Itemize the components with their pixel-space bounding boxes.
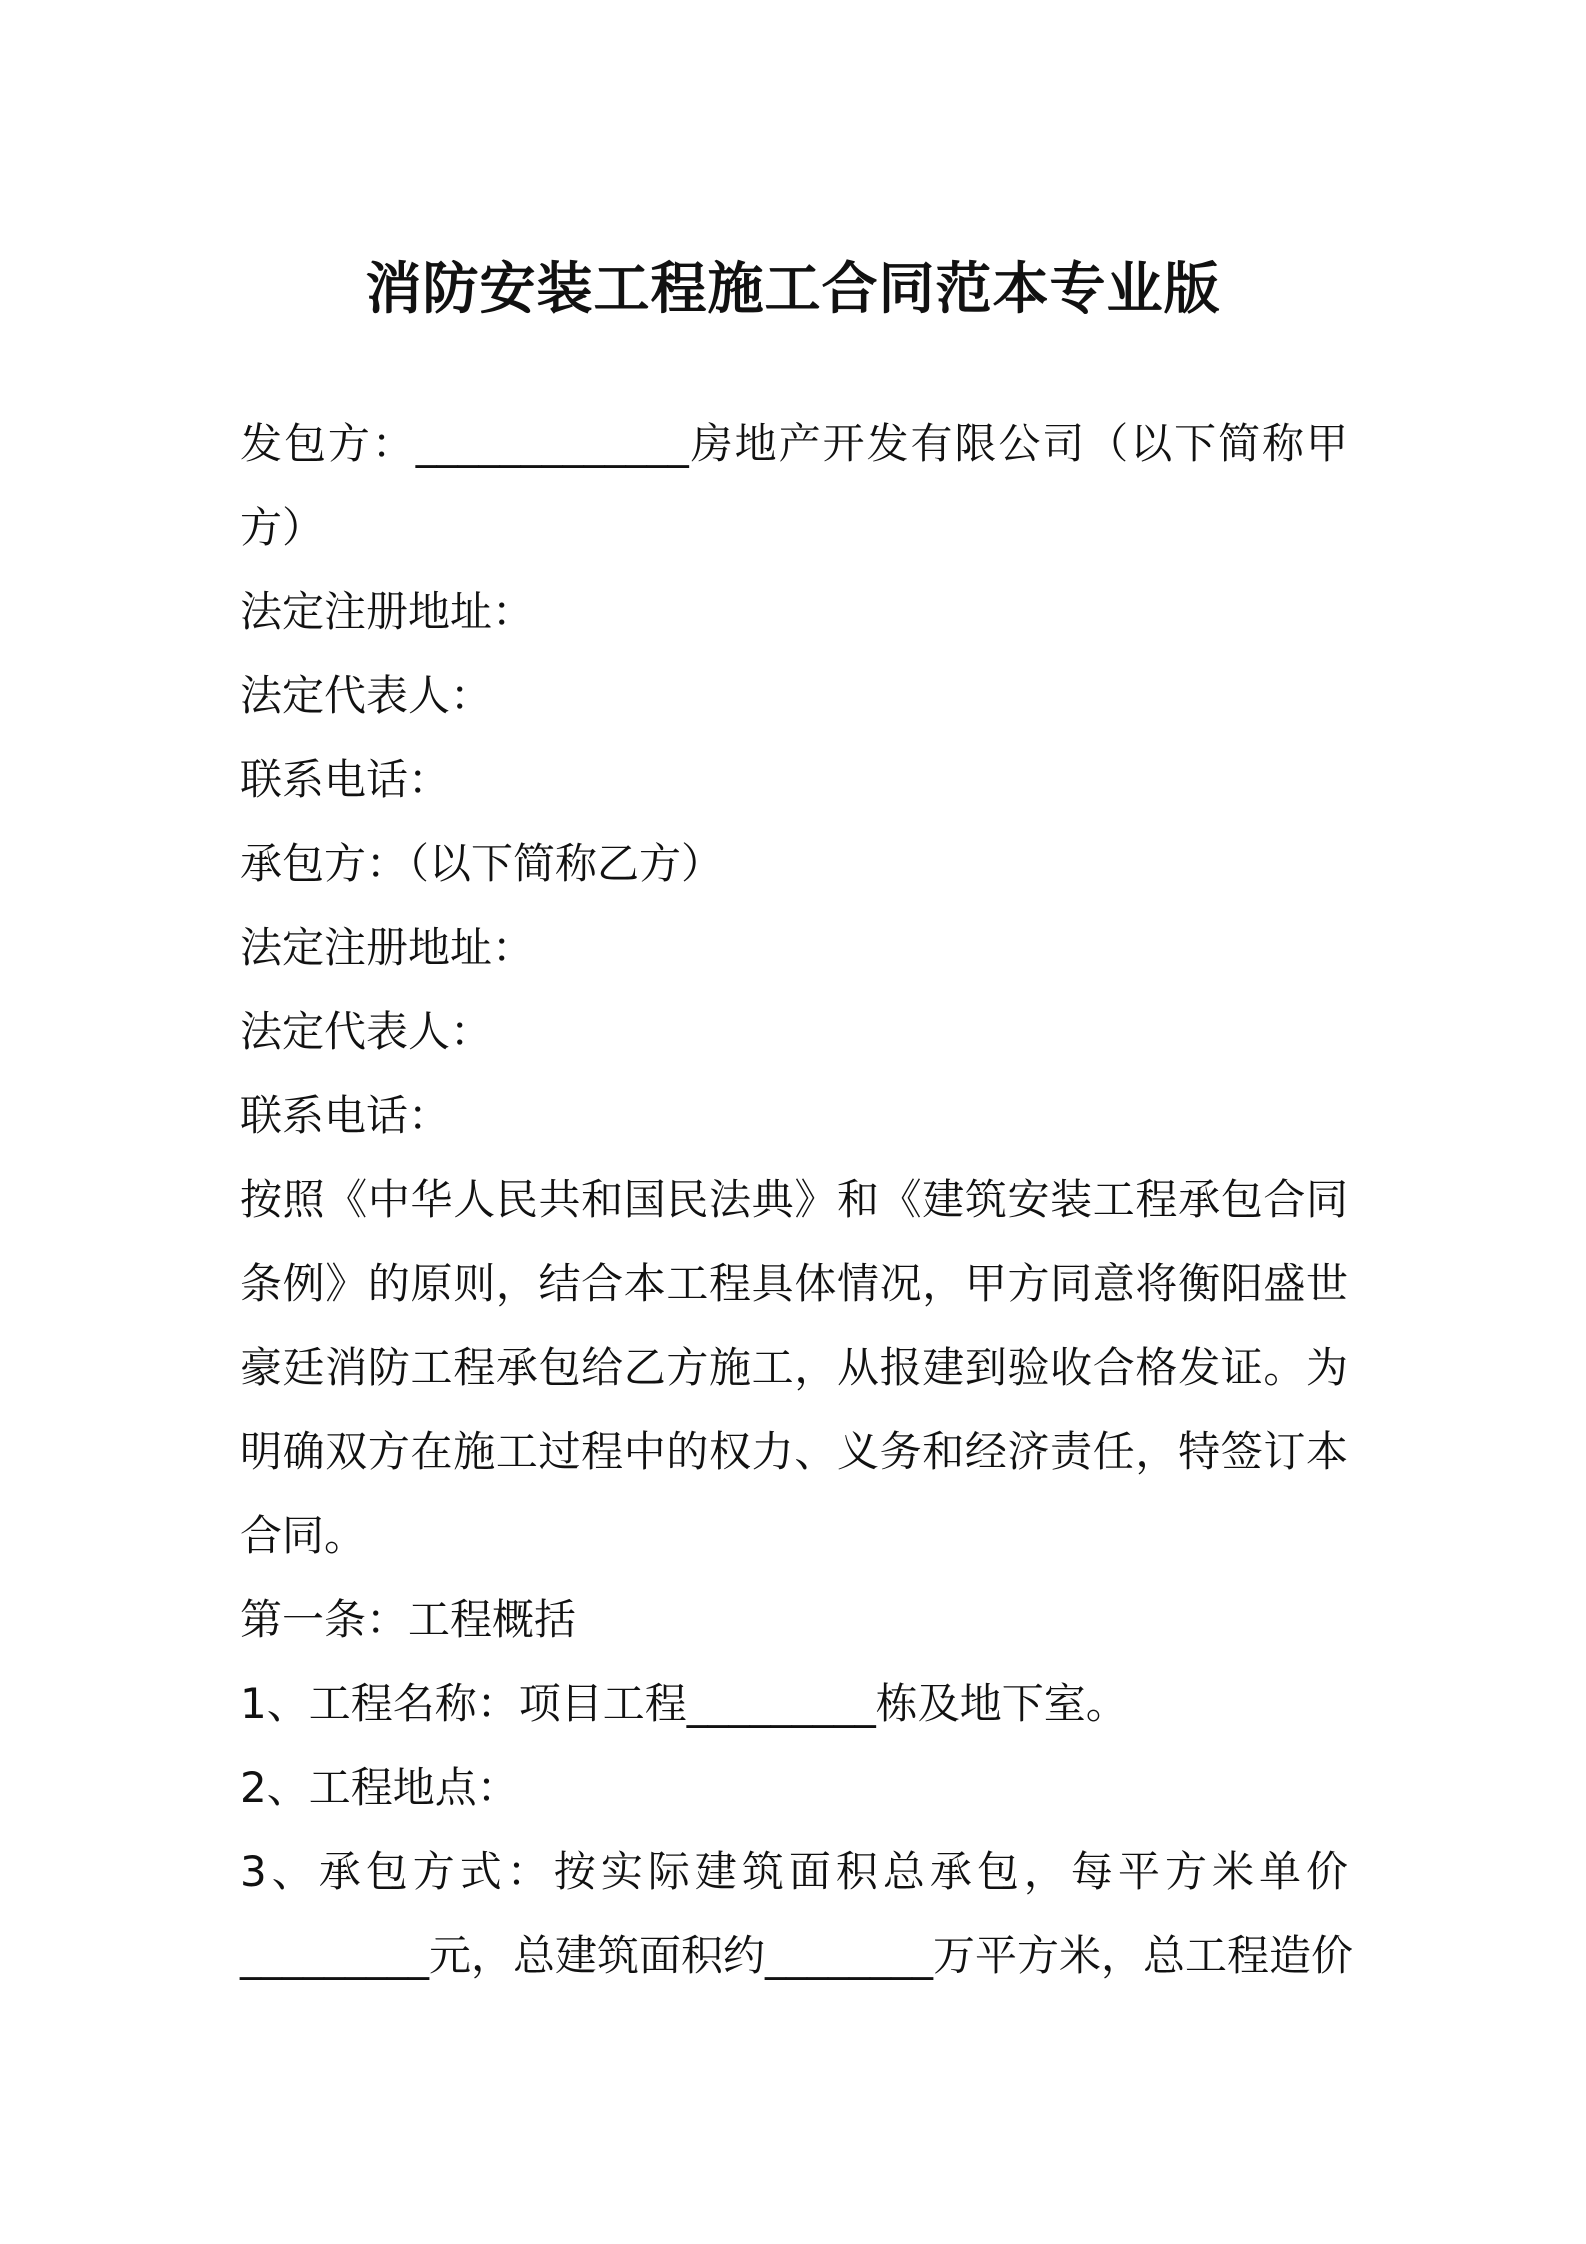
preamble-line-2: 条例》的原则，结合本工程具体情况，甲方同意将衡阳盛世 xyxy=(240,1259,1348,1308)
party-a-phone: 联系电话： xyxy=(240,755,451,804)
party-b-representative: 法定代表人： xyxy=(240,1007,493,1056)
article-1-heading: 第一条：工程概括 xyxy=(240,1595,577,1644)
preamble-line-3: 豪廷消防工程承包给乙方施工，从报建到验收合格发证。为 xyxy=(240,1343,1348,1392)
preamble-line-1: 按照《中华人民共和国民法典》和《建筑安装工程承包合同 xyxy=(240,1175,1348,1224)
document-title: 消防安装工程施工合同范本专业版 xyxy=(365,257,1221,322)
article-1-item-2: 2、工程地点： xyxy=(240,1763,519,1812)
preamble-line-5: 合同。 xyxy=(240,1511,367,1560)
party-b-line: 承包方：（以下简称乙方） xyxy=(240,839,724,888)
article-1-item-3-cont: _________元，总建筑面积约________万平方米，总工程造价 xyxy=(240,1931,1354,1980)
party-a-line-cont: 方） xyxy=(240,503,325,552)
party-a-address: 法定注册地址： xyxy=(240,587,535,636)
party-a-line: 发包方：_____________房地产开发有限公司（以下简称甲 xyxy=(240,419,1348,468)
article-1-item-3: 3、承包方式：按实际建筑面积总承包，每平方米单价 xyxy=(240,1847,1348,1896)
party-a-representative: 法定代表人： xyxy=(240,671,493,720)
preamble-line-4: 明确双方在施工过程中的权力、义务和经济责任，特签订本 xyxy=(240,1427,1348,1476)
article-1-item-1: 1、工程名称：项目工程_________栋及地下室。 xyxy=(240,1679,1128,1728)
party-b-phone: 联系电话： xyxy=(240,1091,451,1140)
party-b-address: 法定注册地址： xyxy=(240,923,535,972)
